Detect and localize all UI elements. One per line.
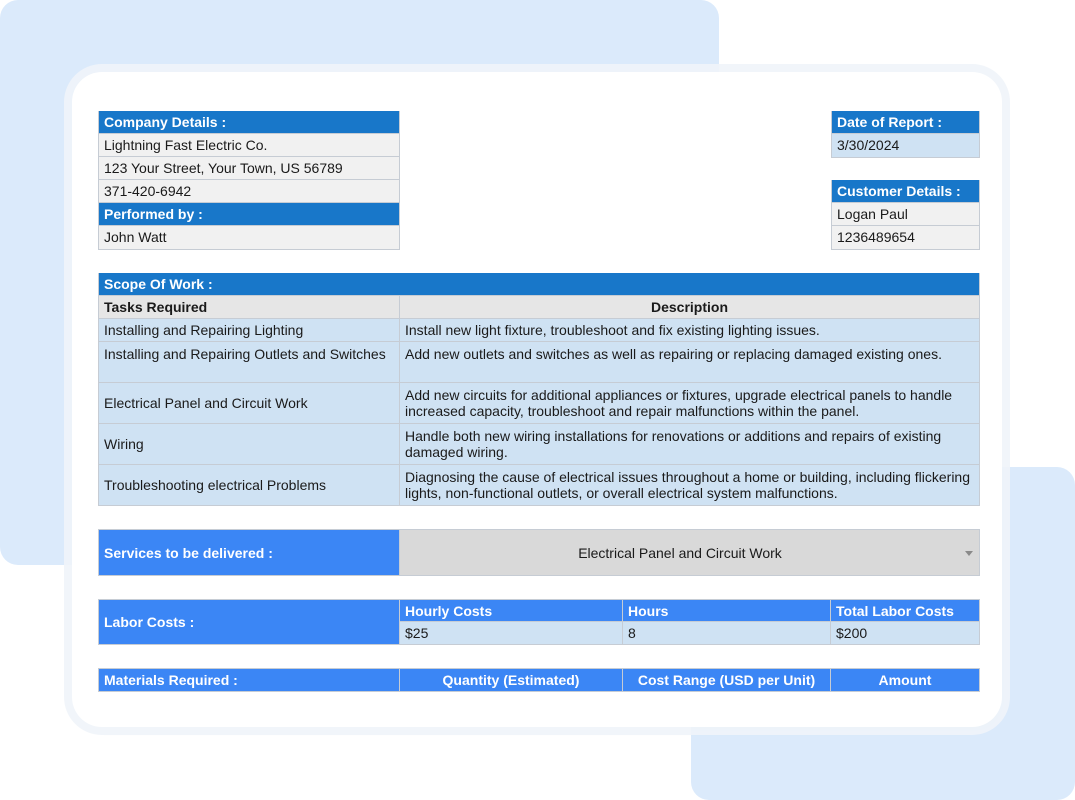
task-cell[interactable]: Installing and Repairing Outlets and Switches [98, 342, 400, 383]
hourly-costs-header: Hourly Costs [400, 599, 623, 622]
description-cell[interactable]: Add new outlets and switches as well as repairing or replacing damaged existing ones. [400, 342, 980, 383]
company-name[interactable]: Lightning Fast Electric Co. [98, 134, 400, 157]
task-cell[interactable]: Electrical Panel and Circuit Work [98, 383, 400, 424]
services-label: Services to be delivered : [98, 529, 400, 576]
customer-name[interactable]: Logan Paul [831, 203, 980, 226]
company-phone[interactable]: 371-420-6942 [98, 180, 400, 203]
task-cell[interactable]: Wiring [98, 424, 400, 465]
task-cell[interactable]: Installing and Repairing Lighting [98, 319, 400, 342]
company-address[interactable]: 123 Your Street, Your Town, US 56789 [98, 157, 400, 180]
labor-costs-label: Labor Costs : [98, 599, 400, 645]
customer-id[interactable]: 1236489654 [831, 226, 980, 250]
performed-by-header: Performed by : [98, 203, 400, 226]
date-of-report-header: Date of Report : [831, 111, 980, 134]
cost-range-header: Cost Range (USD per Unit) [623, 668, 831, 692]
services-dropdown-value: Electrical Panel and Circuit Work [578, 545, 782, 561]
scope-of-work-header: Scope Of Work : [98, 273, 980, 296]
total-labor-costs-header: Total Labor Costs [831, 599, 980, 622]
hours-value[interactable]: 8 [623, 622, 831, 645]
description-cell[interactable]: Add new circuits for additional appliances or fixtures, upgrade electrical panels to handle increased capacity, troubleshoot and repair malfunctions within the panel. [400, 383, 980, 424]
hours-header: Hours [623, 599, 831, 622]
tasks-required-column-header: Tasks Required [98, 296, 400, 319]
description-cell[interactable]: Install new light fixture, troubleshoot and fix existing lighting issues. [400, 319, 980, 342]
quantity-estimated-header: Quantity (Estimated) [400, 668, 623, 692]
hourly-costs-value[interactable]: $25 [400, 622, 623, 645]
total-labor-costs-value[interactable]: $200 [831, 622, 980, 645]
customer-details-header: Customer Details : [831, 180, 980, 203]
date-of-report-value[interactable]: 3/30/2024 [831, 134, 980, 158]
description-cell[interactable]: Diagnosing the cause of electrical issues throughout a home or building, including flickering lights, non-functional outlets, or overall electrical system malfunctions. [400, 465, 980, 506]
task-cell[interactable]: Troubleshooting electrical Problems [98, 465, 400, 506]
company-details-header: Company Details : [98, 111, 400, 134]
performed-by-name[interactable]: John Watt [98, 226, 400, 250]
services-dropdown[interactable] [400, 529, 980, 576]
description-column-header: Description [400, 296, 980, 319]
report-card [72, 72, 1002, 727]
amount-header: Amount [831, 668, 980, 692]
chevron-down-icon[interactable] [965, 551, 973, 556]
materials-required-label: Materials Required : [98, 668, 400, 692]
description-cell[interactable]: Handle both new wiring installations for renovations or additions and repairs of existing damaged wiring. [400, 424, 980, 465]
